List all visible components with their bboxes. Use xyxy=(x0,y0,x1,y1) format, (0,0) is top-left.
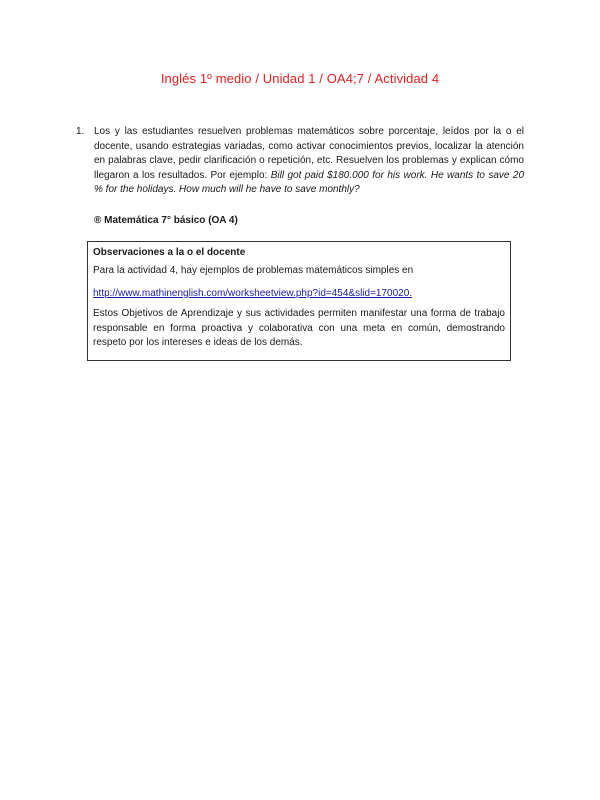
activity-description: Los y las estudiantes resuelven problemas matemáticos sobre porcentaje, leídos por la o el docente, usando estrategias variadas, como activar conocimientos previos, localizar la atención en palabras clave, pedir clarificación o repetición, etc. Resuelven los problemas y explican cómo llegaron a los resultados. Por ejemplo: xyxy=(94,126,524,181)
curriculum-crossref: ® Matemática 7° básico (OA 4) xyxy=(94,215,238,226)
activity-number: 1. xyxy=(76,126,85,137)
activity-text xyxy=(94,125,524,198)
page-title: Inglés 1º medio / Unidad 1 / OA4;7 / Actividad 4 xyxy=(160,71,440,86)
observations-title: Observaciones a la o el docente xyxy=(93,247,246,258)
teacher-observations-box xyxy=(87,241,511,361)
observations-intro: Para la actividad 4, hay ejemplos de problemas matemáticos simples en xyxy=(93,265,414,276)
worksheet-link[interactable]: http://www.mathinenglish.com/worksheetview.php?id=454&slid=170020. xyxy=(93,288,413,299)
activity-example: Bill got paid $180.000 for his work. He wants to save 20 % for the holidays. How much will he have to save monthly? xyxy=(94,169,525,195)
observations-paragraph: Estos Objetivos de Aprendizaje y sus actividades permiten manifestar una forma de trabajo responsable en forma proactiva y colaborativa con una meta en común, demostrando respeto por los intereses e ideas de los demás. xyxy=(93,308,505,348)
activity-item xyxy=(76,125,524,198)
